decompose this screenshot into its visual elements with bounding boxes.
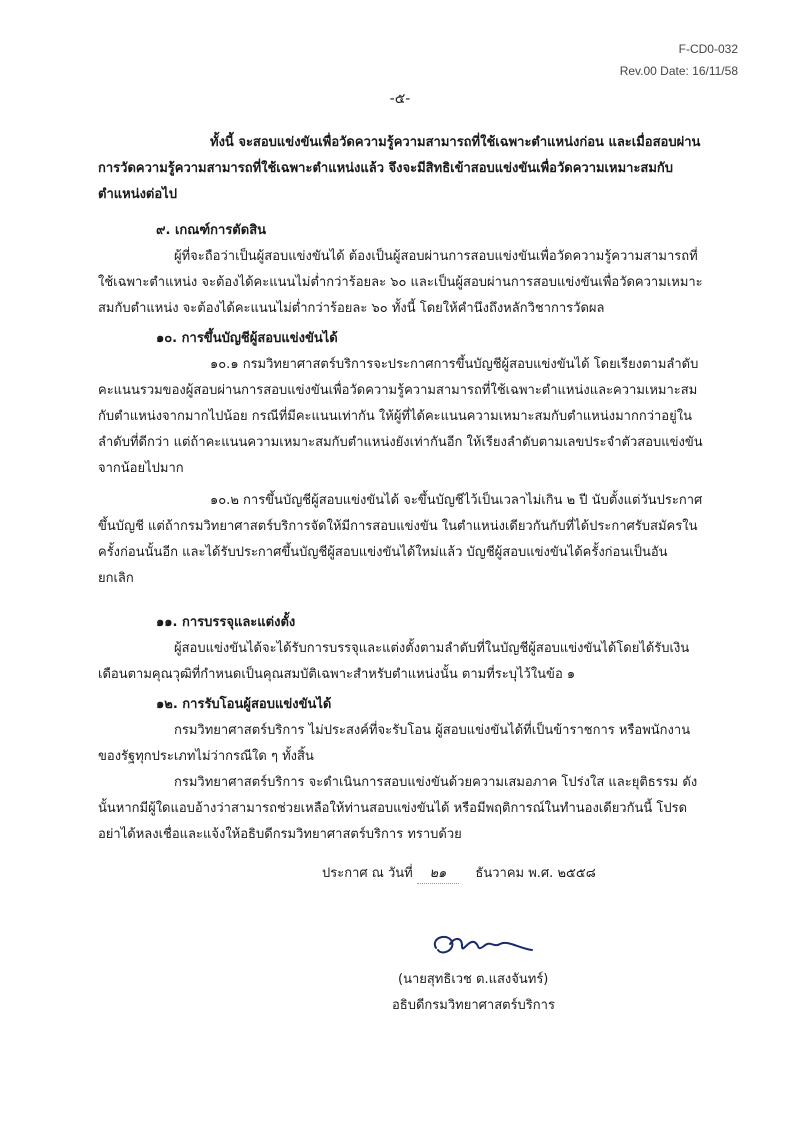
document-reference (620, 38, 738, 82)
document-body (98, 130, 703, 848)
revision-date: Rev.00 Date: 16/11/58 (619, 64, 738, 78)
signer-name: (นายสุทธิเวช ต.แสงจันทร์) (398, 972, 549, 987)
handwritten-signature (428, 926, 538, 966)
form-code: F-CD0-032 (678, 42, 738, 56)
intro-paragraph: ทั้งนี้ จะสอบแข่งขันเพื่อวัดความรู้ความสามารถที่ใช้เฉพาะตำแหน่งก่อน และเมื่อสอบผ่านการวัดความรู้ความสามารถที่ใช้เฉพาะตำแหน่งแล้ว จึงจะมีสิทธิเข้าสอบแข่งขันเพื่อวัดความเหมาะสมกับตำแหน่งต่อไป (98, 135, 701, 202)
section-12-2-text: กรมวิทยาศาสตร์บริการ จะดำเนินการสอบแข่งขันด้วยความเสมอภาค โปร่งใส และยุติธรรม ดังนั้นหากมีผู้ใดแอบอ้างว่าสามารถช่วยเหลือให้ท่านสอบแข่งขันได้ หรือมีพฤติการณ์ในทำนองเดียวกันนี้ โปรดอย่าได้หลงเชื่อและแจ้งให้อธิบดีกรมวิทยาศาสตร์บริการ ทราบด้วย (98, 775, 698, 842)
section-12-heading: ๑๒. การรับโอนผู้สอบแข่งขันได้ (156, 697, 332, 712)
section-11-heading: ๑๑. การบรรจุและแต่งตั้ง (156, 615, 296, 630)
section-12-1-text: กรมวิทยาศาสตร์บริการ ไม่ประสงค์ที่จะรับโอน ผู้สอบแข่งขันได้ที่เป็นข้าราชการ หรือพนักงานของรัฐทุกประเภทไม่ว่ากรณีใด ๆ ทั้งสิ้น (98, 723, 691, 764)
section-9-heading: ๙. เกณฑ์การตัดสิน (156, 223, 267, 238)
section-11-text: ผู้สอบแข่งขันได้จะได้รับการบรรจุและแต่งตั้งตามลำดับที่ในบัญชีผู้สอบแข่งขันได้โดยได้รับเงินเดือนตามคุณวุฒิที่กำหนดเป็นคุณสมบัติเฉพาะสำหรับตำแหน่งนั้น ตามที่ระบุไว้ในข้อ ๑ (98, 641, 690, 682)
section-9-text: ผู้ที่จะถือว่าเป็นผู้สอบแข่งขันได้ ต้องเป็นผู้สอบผ่านการสอบแข่งขันเพื่อวัดความรู้ความสามารถที่ใช้เฉพาะตำแหน่ง จะต้องได้คะแนนไม่ต่ำกว่าร้อยละ ๖๐ และเป็นผู้สอบผ่านการสอบแข่งขันเพื่อวัดความเหมาะสมกับตำแหน่ง จะต้องได้คะแนนไม่ต่ำกว่าร้อยละ ๖๐ ทั้งนี้ โดยให้คำนึงถึงหลักวิชาการวัดผล (98, 249, 703, 316)
signer-title: อธิบดีกรมวิทยาศาสตร์บริการ (392, 998, 555, 1013)
section-10-2-text: ๑๐.๒ การขึ้นบัญชีผู้สอบแข่งขันได้ จะขึ้นบัญชีไว้เป็นเวลาไม่เกิน ๒ ปี นับตั้งแต่วันประกาศขึ้นบัญชี แต่ถ้ากรมวิทยาศาสตร์บริการจัดให้มีการสอบแข่งขัน ในตำแหน่งเดียวกันกับที่ได้ประกาศรับสมัครในครั้งก่อนนั้นอีก และได้รับประกาศขึ้นบัญชีผู้สอบแข่งขันได้ใหม่แล้ว บัญชีผู้สอบแข่งขันได้ครั้งก่อนเป็นอันยกเลิก (98, 493, 703, 586)
page-number: -๕- (389, 91, 411, 107)
announcement-day: ๒๑ (417, 862, 459, 884)
announcement-prefix: ประกาศ ณ วันที่ (322, 866, 413, 881)
section-10-1-text: ๑๐.๑ กรมวิทยาศาสตร์บริการจะประกาศการขึ้นบัญชีผู้สอบแข่งขันได้ โดยเรียงตามลำดับคะแนนรวมของผู้สอบผ่านการสอบแข่งขันเพื่อวัดความรู้ความสามารถที่ใช้เฉพาะตำแหน่งและความเหมาะสมกับตำแหน่งจากมากไปน้อย กรณีที่มีคะแนนเท่ากัน ให้ผู้ที่ได้คะแนนความเหมาะสมกับตำแหน่งมากกว่าอยู่ในลำดับที่ดีกว่า แต่ถ้าคะแนนความเหมาะสมกับตำแหน่งยังเท่ากันอีก ให้เรียงลำดับตามเลขประจำตัวสอบแข่งขันจากน้อยไปมาก (98, 357, 703, 476)
section-10-heading: ๑๐. การขึ้นบัญชีผู้สอบแข่งขันได้ (156, 331, 338, 346)
announcement-month-year: ธันวาคม พ.ศ. ๒๕๕๘ (475, 866, 596, 881)
announcement-date (322, 862, 596, 884)
